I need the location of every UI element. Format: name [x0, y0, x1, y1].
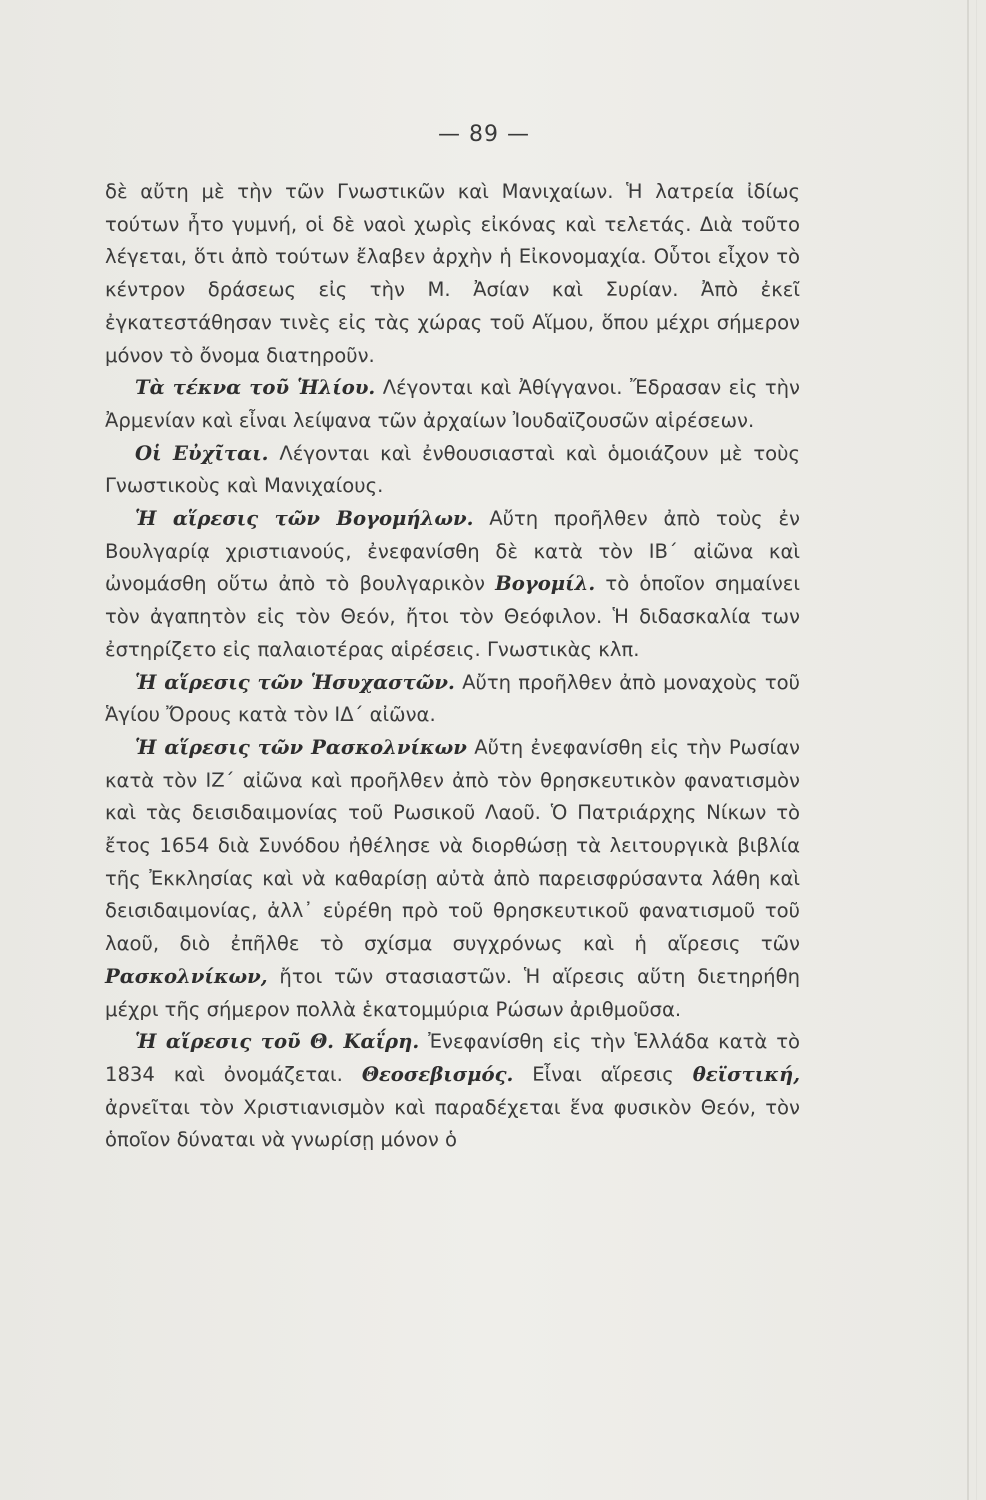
paragraph	[105, 372, 800, 437]
heading-term: Ἡ αἵρεσις τῶν Ρασκολνίκων	[135, 735, 467, 759]
heading-term: Τὰ τέκνα τοῦ Ἡλίου.	[135, 376, 376, 400]
body-text	[105, 176, 800, 1157]
paragraph-text: Λέγονται καὶ ἐνθουσιασταὶ καὶ ὁμοιάζουν μὲ τοὺς Γνωστικοὺς καὶ Μανιχαίους.	[105, 441, 800, 498]
paragraph-text: Αὔτη ἐνεφανίσθη εἰς τὴν Ρωσίαν κατὰ τὸν ΙΖ΄ αἰῶνα καὶ προῆλθεν ἀπὸ τὸν θρησκευτικὸν φανατισμὸν καὶ τὰς δεισιδαιμονίας τοῦ Ρωσικοῦ Λαοῦ. Ὁ Πατριάρχης Νίκων τὸ ἔτος 1654 διὰ Συνόδου ἠθέλησε νὰ διορθώσῃ τὰ λειτουργικὰ βιβλία τῆς Ἐκκλησίας καὶ νὰ καθαρίσῃ αὐτὰ ἀπὸ παρεισφρύσαντα λάθη καὶ δεισιδαιμονίας, ἀλλ᾽ εὑρέθη πρὸ τοῦ θρησκευτικοῦ φανατισμοῦ τοῦ λαοῦ, διὸ ἐπῆλθε τὸ σχίσμα συγχρόνως καὶ ἡ αἵρεσις τῶν	[105, 735, 800, 956]
heading-term: Ἡ αἵρεσις τοῦ Θ. Καΐρη.	[135, 1030, 420, 1054]
paragraph-text: Αὔτη προῆλθεν ἀπὸ τοὺς ἐν Βουλγαρίᾳ χριστιανούς, ἐνεφανίσθη δὲ κατὰ τὸν ΙΒ΄ αἰῶνα καὶ ὠνομάσθη οὕτω ἀπὸ τὸ βουλγαρικὸν	[105, 507, 800, 596]
page-edge-shadow	[967, 0, 969, 1500]
page-number-text: — 89 —	[438, 122, 530, 147]
paragraph-text: Εἶναι αἵρεσις	[513, 1062, 693, 1086]
paragraph	[105, 503, 800, 667]
paragraph-text: Ἐνεφανίσθη εἰς τὴν Ἑλλάδα κατὰ τὸ 1834 καὶ ὀνομάζεται.	[105, 1030, 801, 1086]
heading-term: Ρασκολνίκων,	[105, 964, 268, 988]
paragraph-text: δὲ αὔτη μὲ τὴν τῶν Γνωστικῶν καὶ Μανιχαίων. Ἡ λατρεία ἰδίως τούτων ἦτο γυμνή, οἱ δὲ ναοὶ χωρὶς εἰκόνας καὶ τελετάς. Διὰ τοῦτο λέγεται, ὅτι ἀπὸ τούτων ἔλαβεν ἀρχὴν ἡ Εἰκονομαχία. Οὗτοι εἶχον τὸ κέντρον δράσεως εἰς τὴν Μ. Ἀσίαν καὶ Συρίαν. Ἀπὸ ἐκεῖ ἐγκατεστάθησαν τινὲς εἰς τὰς χώρας τοῦ Αἵμου, ὅπου μέχρι σήμερον μόνον τὸ ὄνομα διατηροῦν.	[105, 180, 800, 367]
heading-term: Ἡ αἵρεσις τῶν Βογομήλων.	[135, 507, 474, 531]
paragraph	[105, 667, 800, 732]
paragraph-text: ἀρνεῖται τὸν Χριστιανισμὸν καὶ παραδέχεται ἕνα φυσικὸν Θεόν, τὸν ὁποῖον δύναται νὰ γνωρίσῃ μόνον ὁ	[105, 1095, 800, 1152]
heading-term: Ἡ αἵρεσις τῶν Ἡσυχαστῶν.	[135, 670, 455, 694]
paragraph	[105, 438, 800, 503]
paragraph-text: τὸ ὁποῖον σημαίνει τὸν ἀγαπητὸν εἰς τὸν Θεόν, ἤτοι τὸν Θεόφιλον. Ἡ διδασκαλία των ἐστηρίζετο εἰς παλαιοτέρας αἱρέσεις. Γνωστικὰς κλπ.	[105, 572, 801, 661]
heading-term: θεϊστική,	[692, 1062, 801, 1086]
page-number	[0, 122, 986, 147]
heading-term: Βογομίλ.	[495, 572, 596, 596]
paragraph	[105, 1026, 800, 1157]
paragraph-text: Αὔτη προῆλθεν ἀπὸ μοναχοὺς τοῦ Ἁγίου Ὄρους κατὰ τὸν ΙΔ΄ αἰῶνα.	[105, 670, 800, 727]
paragraph	[105, 176, 800, 372]
heading-term: Οἱ Εὐχῖται.	[135, 441, 269, 465]
paragraph	[105, 732, 800, 1026]
heading-term: Θεοσεβισμός.	[361, 1062, 514, 1086]
page-edge-shadow-secondary	[976, 0, 977, 1500]
paragraph-text: ἤτοι τῶν στασιαστῶν. Ἡ αἵρεσις αὕτη διετηρήθη μέχρι τῆς σήμερον πολλὰ ἑκατομμύρια Ρώσων ἀριθμοῦσα.	[105, 964, 800, 1021]
paragraph-text: Λέγονται καὶ Ἀθίγγανοι. Ἔδρασαν εἰς τὴν Ἀρμενίαν καὶ εἶναι λείψανα τῶν ἀρχαίων Ἰουδαϊζουσῶν αἱρέσεων.	[105, 376, 800, 432]
